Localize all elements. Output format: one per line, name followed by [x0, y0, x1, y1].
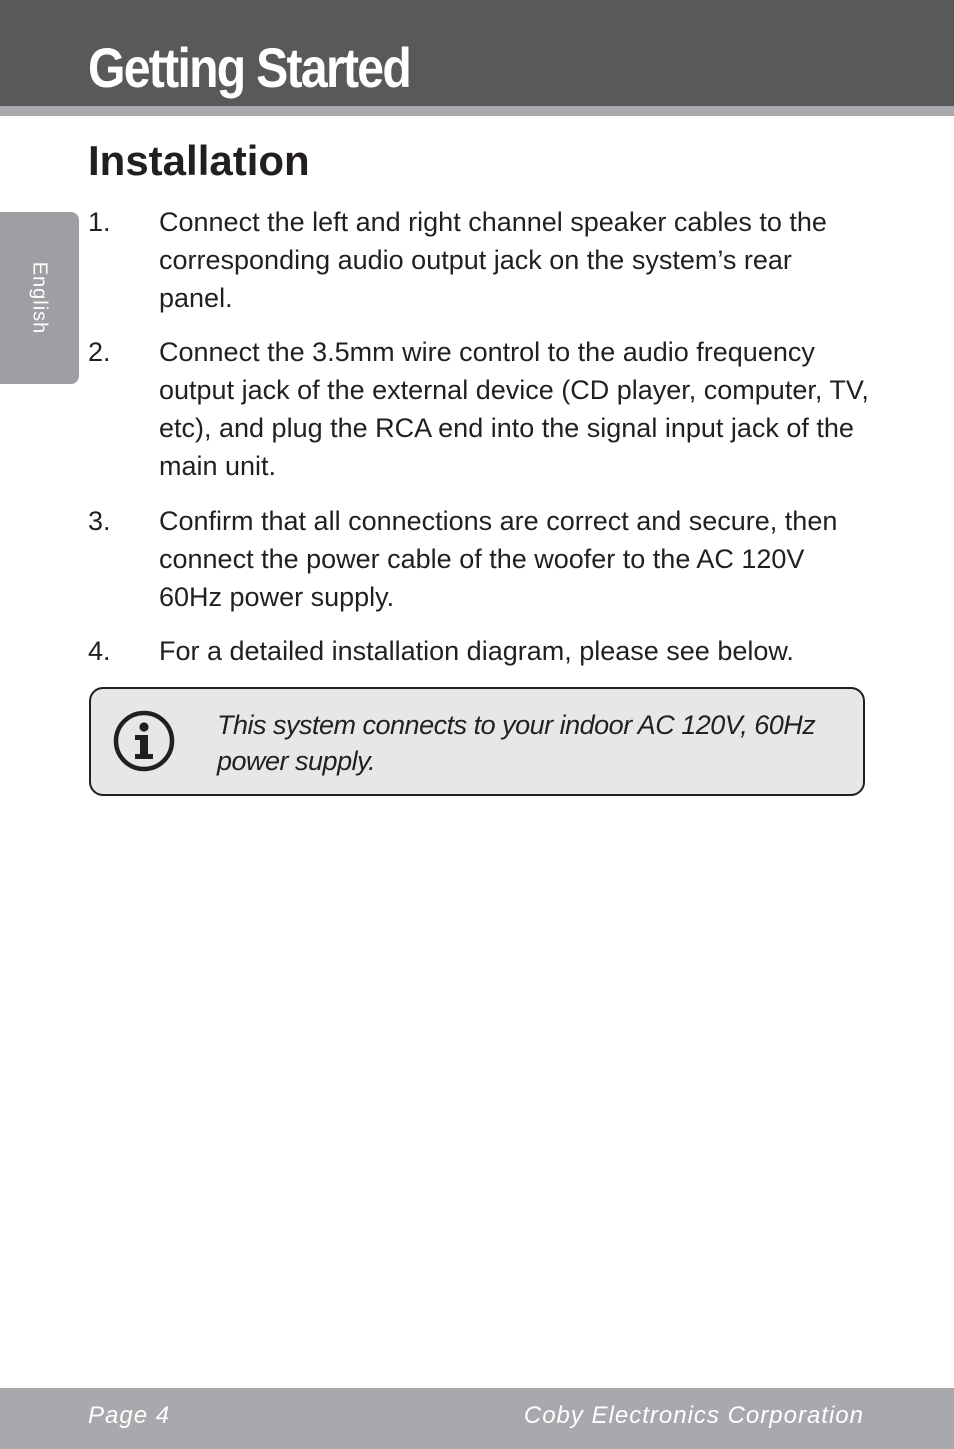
page-title: Getting Started — [88, 36, 411, 99]
header-bar — [0, 0, 954, 106]
note-text: This system connects to your indoor AC 120V, 60Hz power supply. — [217, 710, 816, 776]
step-number: 4. — [88, 636, 111, 666]
language-tab — [0, 212, 79, 384]
step-text: Connect the 3.5mm wire control to the audio frequency output jack of the external device (CD player, computer, TV, etc), and plug the RCA end into the signal input jack of the main unit. — [159, 337, 869, 481]
step-number: 1. — [88, 207, 111, 237]
footer-bar — [0, 1388, 954, 1449]
header-stripe — [0, 106, 954, 116]
step-text: Connect the left and right channel speaker cables to the corresponding audio output jack on the system’s rear panel. — [159, 207, 827, 313]
company-name: Coby Electronics Corporation — [523, 1402, 864, 1429]
step-text: For a detailed installation diagram, please see below. — [159, 636, 794, 666]
section-title: Installation — [88, 137, 310, 184]
page-number: Page 4 — [88, 1402, 171, 1429]
info-icon — [113, 710, 175, 772]
step-text: Confirm that all connections are correct and secure, then connect the power cable of the woofer to the AC 120V 60Hz power supply. — [159, 506, 838, 612]
step-number: 3. — [88, 506, 111, 536]
step-number: 2. — [88, 337, 111, 367]
language-tab-label: English — [28, 261, 51, 335]
note-box — [89, 687, 865, 796]
